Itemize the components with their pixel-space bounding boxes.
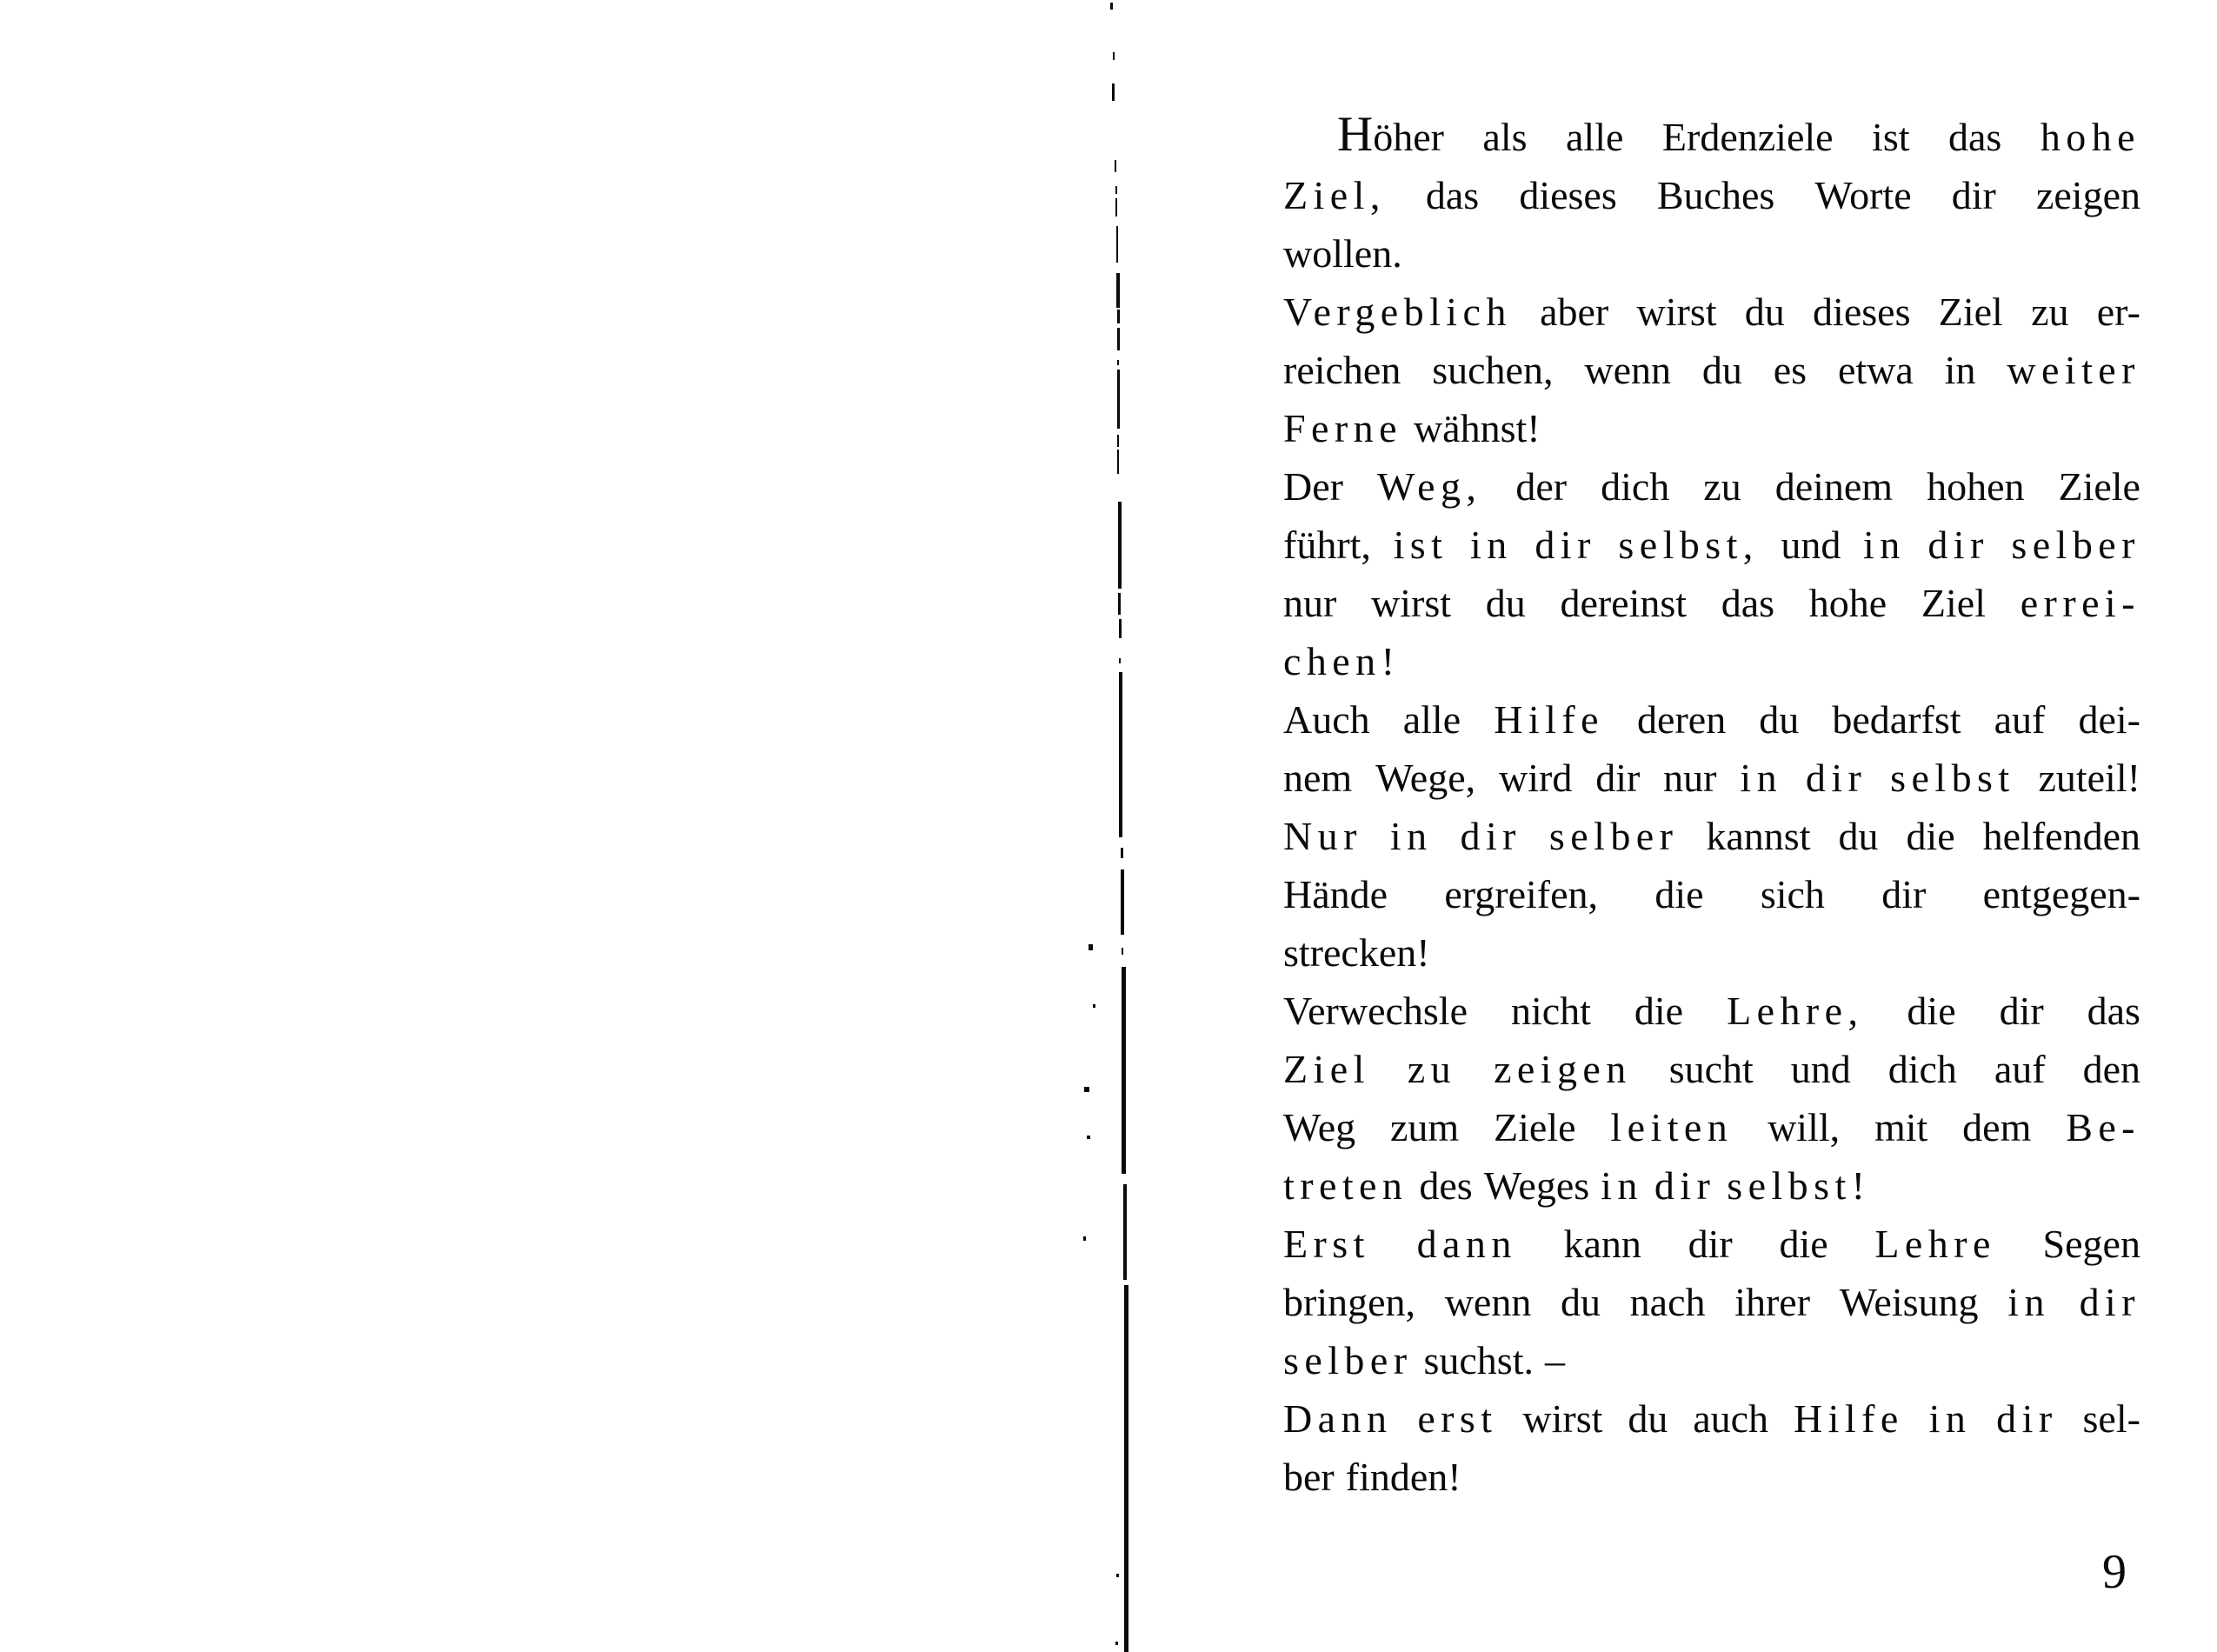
- word: selbst!: [1727, 1163, 1871, 1208]
- word: und: [1781, 523, 1841, 567]
- word: will,: [1768, 1105, 1841, 1149]
- scan-speck: [1093, 1004, 1095, 1008]
- text-line: [1283, 397, 2140, 456]
- word: nur: [1283, 581, 1337, 625]
- word: Hilfe: [1793, 1396, 1904, 1441]
- word: errei-: [2020, 581, 2140, 625]
- word: dereinst: [1560, 581, 1688, 625]
- word: Ziel: [1938, 290, 2003, 334]
- word: das: [1948, 115, 2002, 159]
- word: Ziel: [1283, 1047, 1370, 1091]
- text-line: [1283, 223, 2140, 281]
- text-line: [1283, 805, 2140, 863]
- text-line: [1283, 630, 2140, 689]
- word: selbst,: [1618, 523, 1759, 567]
- word: helfenden: [1982, 814, 2140, 858]
- word: wähnst!: [1413, 406, 1541, 450]
- word: die: [1906, 814, 1955, 858]
- word: wirst: [1371, 581, 1452, 625]
- word: sucht: [1668, 1047, 1754, 1091]
- word: Auch: [1283, 697, 1370, 742]
- gutter-line-segment: [1116, 273, 1120, 308]
- word: dir: [1805, 756, 1867, 800]
- word: selber: [1283, 1338, 1413, 1382]
- word: reichen: [1283, 348, 1401, 392]
- word: die: [1654, 872, 1704, 916]
- word: kannst: [1706, 814, 1811, 858]
- word: leiten: [1610, 1105, 1734, 1149]
- word: du: [1759, 697, 1800, 742]
- word: dich: [1887, 1047, 1957, 1091]
- word: zuteil!: [2038, 756, 2140, 800]
- word: bringen,: [1283, 1280, 1416, 1324]
- word: erst: [1417, 1396, 1498, 1441]
- word: du: [1744, 290, 1785, 334]
- word: das: [1721, 581, 1775, 625]
- word: nem: [1283, 756, 1353, 800]
- word: dei-: [2078, 697, 2140, 742]
- word: auf: [1994, 697, 2046, 742]
- word: Wege,: [1375, 756, 1476, 800]
- word: dieses: [1519, 173, 1617, 217]
- word: in: [1470, 523, 1513, 567]
- word: wirst: [1522, 1396, 1603, 1441]
- text-line: [1283, 572, 2140, 630]
- word: alle: [1566, 115, 1624, 159]
- word: Vergeblich: [1283, 290, 1512, 334]
- word: ber: [1283, 1455, 1335, 1499]
- scan-speck: [1115, 1642, 1118, 1645]
- gutter-line-segment: [1110, 3, 1113, 10]
- word: dir: [1595, 756, 1641, 800]
- text-line: [1283, 1271, 2140, 1329]
- left-page-blank: [0, 0, 1104, 1652]
- word: wenn: [1444, 1280, 1532, 1324]
- word: ergreifen,: [1444, 872, 1599, 916]
- word: deren: [1637, 697, 1727, 742]
- gutter-line-segment: [1117, 435, 1119, 447]
- word: hohen: [1927, 464, 2025, 509]
- word: selber: [1548, 814, 1679, 858]
- gutter-line-segment: [1117, 450, 1119, 474]
- word: führt,: [1283, 523, 1371, 567]
- initial-capital: H: [1337, 107, 1374, 162]
- word: auch: [1693, 1396, 1769, 1441]
- word: Segen: [2042, 1222, 2140, 1266]
- word: selber: [2011, 523, 2140, 567]
- word: hohe: [2040, 115, 2140, 159]
- word: kann: [1563, 1222, 1641, 1266]
- word: entgegen-: [1982, 872, 2140, 916]
- word: hohe: [1808, 581, 1887, 625]
- word: chen!: [1283, 639, 1401, 683]
- gutter-line-segment: [1119, 672, 1122, 837]
- drop-initial-word: Höher: [1337, 107, 1444, 162]
- word: dem: [1962, 1105, 2032, 1149]
- word: wenn: [1584, 348, 1671, 392]
- word: den: [2082, 1047, 2140, 1091]
- gutter-line-segment: [1118, 593, 1121, 615]
- word: zu: [2031, 290, 2069, 334]
- word: dir: [2079, 1280, 2140, 1324]
- word: Ziele: [1494, 1105, 1576, 1149]
- word: als: [1482, 115, 1528, 159]
- word: und: [1790, 1047, 1851, 1091]
- word: Dann: [1283, 1396, 1393, 1441]
- text-line: [1283, 281, 2140, 339]
- word: dir: [1688, 1222, 1733, 1266]
- scan-speck: [1116, 1574, 1119, 1577]
- text-line: [1283, 863, 2140, 922]
- scan-speck: [1084, 1087, 1089, 1092]
- word: wirst: [1636, 290, 1717, 334]
- word: die: [1779, 1222, 1828, 1266]
- page-text-block: [1283, 106, 2140, 1504]
- text-line: [1283, 456, 2140, 514]
- scan-speck: [1083, 1236, 1086, 1241]
- word: dir: [1535, 523, 1596, 567]
- gutter-line-segment: [1115, 160, 1116, 172]
- gutter-line-segment: [1121, 869, 1124, 935]
- word: du: [1701, 348, 1742, 392]
- gutter-line-segment: [1122, 967, 1126, 1174]
- word: finden!: [1345, 1455, 1461, 1499]
- word: zeigen: [2035, 173, 2140, 217]
- word: dann: [1416, 1222, 1517, 1266]
- gutter-line-segment: [1119, 658, 1121, 663]
- word: aber: [1540, 290, 1609, 334]
- text-line: [1283, 922, 2140, 980]
- word: der: [1515, 464, 1568, 509]
- text-line: [1283, 106, 2140, 164]
- gutter-line-segment: [1117, 328, 1120, 350]
- word: Der: [1283, 464, 1343, 509]
- word: etwa: [1837, 348, 1914, 392]
- gutter-line-segment: [1115, 198, 1117, 216]
- word: –: [1544, 1338, 1565, 1382]
- gutter-line-segment: [1112, 83, 1115, 101]
- gutter-line-segment: [1121, 848, 1123, 858]
- word: die: [1907, 989, 1956, 1033]
- word: deinem: [1774, 464, 1894, 509]
- text-line: [1283, 1329, 2140, 1388]
- text-line: [1283, 514, 2140, 572]
- word: zu: [1407, 1047, 1457, 1091]
- word: du: [1838, 814, 1879, 858]
- word: ist: [1393, 523, 1448, 567]
- word: Erst: [1283, 1222, 1370, 1266]
- word: wollen.: [1283, 231, 1402, 276]
- text-line: [1283, 1388, 2140, 1446]
- word: alle: [1402, 697, 1461, 742]
- word: des: [1419, 1163, 1473, 1208]
- word: du: [1561, 1280, 1601, 1324]
- word: Weges: [1483, 1163, 1590, 1208]
- word: nach: [1629, 1280, 1706, 1324]
- gutter-line-segment: [1117, 360, 1119, 365]
- word: dir: [1951, 173, 1996, 217]
- word: er-: [2096, 290, 2140, 334]
- word: Buches: [1656, 173, 1775, 217]
- gutter-line-segment: [1119, 619, 1122, 638]
- gutter-line-segment: [1117, 310, 1120, 323]
- text-line: [1283, 1155, 2140, 1213]
- text-line: [1283, 1446, 2140, 1504]
- word: ist: [1872, 115, 1910, 159]
- word: dieses: [1813, 290, 1911, 334]
- word: Ziel: [1921, 581, 1986, 625]
- word: Erdenziele: [1661, 115, 1834, 159]
- word: in: [1389, 814, 1433, 858]
- word: sel-: [2082, 1396, 2140, 1441]
- word: in: [1863, 523, 1906, 567]
- word: Worte: [1814, 173, 1912, 217]
- word: dir: [1881, 872, 1927, 916]
- gutter-line-segment: [1113, 52, 1115, 60]
- word: in: [1928, 1396, 1972, 1441]
- word: Lehre,: [1727, 989, 1864, 1033]
- gutter-line-segment: [1123, 1184, 1127, 1280]
- word: das: [1425, 173, 1480, 217]
- word: Verwechsle: [1283, 989, 1468, 1033]
- word: dir: [1654, 1163, 1716, 1208]
- word: Hände: [1283, 872, 1388, 916]
- word: dich: [1601, 464, 1670, 509]
- word: dir: [1999, 989, 2044, 1033]
- word: du: [1628, 1396, 1668, 1441]
- scan-speck: [1089, 944, 1093, 950]
- word: wird: [1499, 756, 1573, 800]
- word: suchst.: [1423, 1338, 1534, 1382]
- gutter-line-segment: [1122, 948, 1123, 955]
- word: in: [1944, 348, 1976, 392]
- word: selbst: [1890, 756, 2015, 800]
- word: weiter: [2007, 348, 2140, 392]
- word: Ziele: [2058, 464, 2140, 509]
- gutter-line-segment: [1115, 186, 1117, 194]
- word: treten: [1283, 1163, 1408, 1208]
- word: du: [1485, 581, 1526, 625]
- word: die: [1634, 989, 1684, 1033]
- word: bedarfst: [1832, 697, 1961, 742]
- word: Lehre: [1874, 1222, 1996, 1266]
- word: nur: [1663, 756, 1717, 800]
- word: dir: [1996, 1396, 2058, 1441]
- word: zeigen: [1494, 1047, 1632, 1091]
- word: in: [1740, 756, 1783, 800]
- word: Hilfe: [1494, 697, 1604, 742]
- word: sich: [1760, 872, 1825, 916]
- text-line: [1283, 339, 2140, 397]
- text-line: [1283, 689, 2140, 747]
- text-line: [1283, 1038, 2140, 1096]
- word: strecken!: [1283, 930, 1430, 975]
- word: zum: [1390, 1105, 1460, 1149]
- word: auf: [1994, 1047, 2046, 1091]
- gutter-line-segment: [1117, 370, 1120, 429]
- word: Be-: [2066, 1105, 2140, 1149]
- text-line: [1283, 164, 2140, 223]
- scan-speck: [1087, 1136, 1090, 1139]
- gutter-line-segment: [1124, 1285, 1128, 1652]
- word: mit: [1874, 1105, 1928, 1149]
- word: das: [2087, 989, 2140, 1033]
- word: Weg,: [1376, 464, 1482, 509]
- word: suchen,: [1432, 348, 1554, 392]
- text-line: [1283, 747, 2140, 805]
- word: Ferne: [1283, 406, 1402, 450]
- word: es: [1773, 348, 1808, 392]
- text-line: [1283, 1213, 2140, 1271]
- word: nicht: [1510, 989, 1591, 1033]
- word: in: [2007, 1280, 2050, 1324]
- gutter-line-segment: [1116, 226, 1118, 263]
- word: ihrer: [1734, 1280, 1811, 1324]
- word: Ziel,: [1283, 173, 1386, 217]
- word: Weg: [1283, 1105, 1356, 1149]
- word: in: [1601, 1163, 1643, 1208]
- text-line: [1283, 1096, 2140, 1155]
- page-number: 9: [2102, 1545, 2127, 1599]
- gutter-line-segment: [1118, 502, 1122, 589]
- word: dir: [1927, 523, 1989, 567]
- word: zu: [1703, 464, 1741, 509]
- word: Nur: [1283, 814, 1362, 858]
- word: Weisung: [1839, 1280, 1979, 1324]
- text-line: [1283, 980, 2140, 1038]
- word: dir: [1460, 814, 1521, 858]
